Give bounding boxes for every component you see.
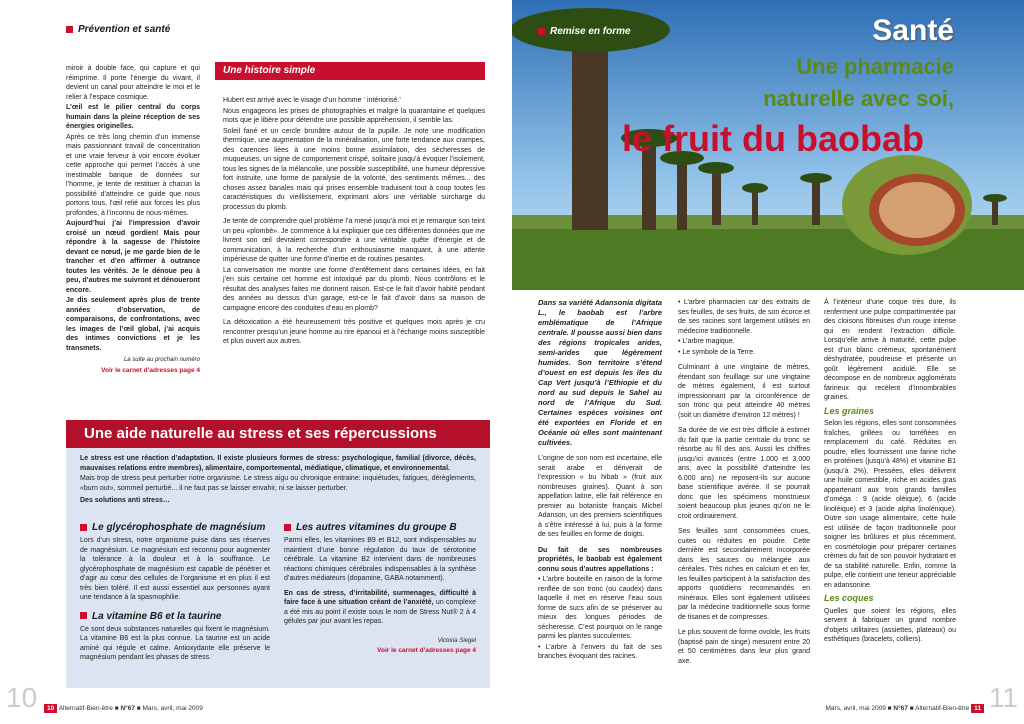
right-page [512, 0, 1024, 724]
b6-text: Ce sont deux substances naturelles qui fixent le magnésium. La vitamine B6 est la plus connue. La taurine est un acide aminé qui régule et calme. Antioxydante elle préserve le magnésium pendant les phases de stress. [80, 625, 270, 661]
address-link[interactable]: Voir le carnet d’adresses page 4 [101, 366, 200, 374]
glycero-section [80, 522, 270, 664]
address-link[interactable]: Voir le carnet d’adresses page 4 [377, 647, 476, 654]
author-signature: Victoria Siegel [437, 637, 476, 644]
footer-date: Mars, avril, mai 2009 [825, 705, 886, 712]
paragraph: Hubert est arrivé avec le visage d’un homme ‘ intériorisé.’ [223, 97, 401, 104]
bullet-item: • L’arbre bouteille en raison de la forme renflée de son tronc (ou caudex) dans laquelle il met en réserve l’eau sous forme de sucs afin de se préserver au mieux des longues périodes de sécheresse. C’est pourquoi on le range parmi les plantes succulentes. [538, 576, 662, 640]
section-label: Remise en forme [538, 26, 631, 37]
paragraph: miroir à double face, qui capture et qui réimprime. Il porte l’énergie du vivant, il devient un canal pour atteindre le moi et le relier à l’espace cosmique. [66, 65, 200, 101]
solutions-label: Des solutions anti stress… [80, 497, 170, 504]
footer-page-pill: 11 [971, 704, 984, 713]
stress-box [66, 448, 490, 688]
footer-issue: N°67 [893, 705, 908, 712]
paragraph-bold: Du fait de ses nombreuses propriétés, le baobab est également connu sous d’autres appellations : [538, 546, 662, 573]
paragraph: À l’intérieur d’une coque très dure, ils renferment une pulpe compartimentée par des cloisons fibreuses d’un rouge intense qui en rendent l’extraction difficile. Lorsqu’elle arrive à maturité, cette pulpe est d’un blanc crémeux, spontanément déshydratée, poudreuse et présente un goût légèrement acidulé. Elle se décompose en de nombreux agglomérats farineux qui recèlent d’innombrables graines. [824, 299, 956, 401]
bullet-item: • L’arbre magique. [678, 338, 735, 345]
glycero-text: Lors d’un stress, notre organisme puise dans ses réserves de magnésium. Le magnésium est reconnu pour augmenter la tolérance à la douleur et à la souffrance. Le glycérophosphate de magnésium est capable de pénétrer et d’agir au cœur des cellules de l’organisme et en plus il est très bien toléré. Il est aussi essentiel aux personnes ayant une tendance à la spasmophilie. [80, 537, 270, 601]
continued-note: La suite au prochain numéro [123, 357, 200, 363]
footer: 10 Alternatif-Bien-être ■ N°67 ■ Mars, avril, mai 2009 [44, 704, 203, 713]
paragraph: Ses feuilles sont consommées crues, cuites ou réduites en poudre. Cette dernière est secondairement incorporée dans les sauces ou mélangée aux céréales. Très riches en calcium et en fer, les feuilles participent à la satisfaction des apports quotidiens recommandés en minéraux. Elles sont également utilisées par la médecine traditionnelle sous forme de tisanes et de compresses. [678, 528, 810, 621]
page-number: 10 [6, 682, 38, 713]
rubric-sante: Santé [872, 14, 954, 47]
glycero-title: Le glycérophosphate de magnésium [92, 522, 266, 533]
stress-title: Une aide naturelle au stress et ses répercussions [66, 420, 490, 448]
bullet-item: • L’arbre pharmacien car des extraits de ses feuilles, de ses fruits, de son écorce et de ses racines sont largement utilisés en médecine traditionnelle. [678, 299, 810, 335]
paragraph: Le plus souvent de forme ovoïde, les fruits (baptisé pain de singe) mesurent entre 20 et 50 centimètres dans leur plus grand axe. [678, 629, 810, 665]
b6-title: La vitamine B6 et la taurine [92, 610, 222, 622]
baobab-fruit [842, 155, 972, 255]
paragraph: La détoxication a été heureusement très positive et quelques mois après je cru rencontrer presqu’un jeune homme au rire épanoui et à l’échange moins susceptible et plus ouvert aux autres. [223, 319, 485, 345]
paragraph: La conversation me montre une forme d’entêtement dans certaines idées, en fait j’en suis certaine cet homme est intoxiqué par du plomb. Nous contrôlons et le résultat des analyses faites me donnent raison. Est-ce le fait d’avoir habité pendant des années au dessus d’un garage, est-ce le fait d’avoir dans sa maison de campagne encore des conduites d’eau en plomb? [223, 266, 485, 312]
vitb-bold: En cas de stress, d’irritabilité, surmenages, difficulté à faire face à une situation créant de l’anxiété, [284, 589, 476, 606]
vitb-text: Parmi elles, les vitamines B9 et B12, sont indispensables au maintient d’une bonne régulation du taux de sérotonine cérébrale. La vitamine B2 intervient dans de nombreuses réactions chimiques cérébrales indispensables à la synthèse d’autres médiateurs (dopamine, GABA notamment). [284, 537, 476, 582]
footer-magazine: Alternatif-Bien-être [915, 705, 970, 712]
footer-magazine: Alternatif-Bien-être [58, 705, 113, 712]
page-number: 11 [988, 682, 1018, 713]
section-label: Prévention et santé [66, 24, 170, 35]
footer-issue: N°67 [120, 705, 135, 712]
paragraph: Après ce très long chemin d’un immense mais passionnant travail de concentration et une vraie ferveur à voir encore évoluer cette approche qui permet l’accès à une inestimable banque de données sur l’homme, je tente de restituer à chacun la possibilité d’atteindre ce guide que nous portons tous, l’œil relié aux forces les plus profondes, à l’inconnu de nous-mêmes. [66, 133, 200, 217]
paragraph-bold: Je dis seulement après plus de trente années d’observation, de comparaisons, de confrontations, avec les images de l’œil global, j’ai acquis des intimes convictions et je les transmets. [66, 297, 200, 352]
paragraph: Sa durée de vie est très difficile à estimer du fait que la partie centrale du tronc se résorbe au fil des ans. Aussi les chiffres jusqu’ici avancés (entre 1.000 et 3.000 ans, avec la possibilité d’atteindre les 6.000 ans) ne reposent-ils sur aucune base scientifique avérée. Il se pourrait donc que les spécimens monstrueux soient beaucoup plus jeunes qu’on ne le croit ordinairement. [678, 427, 810, 520]
title-line2: naturelle avec soi, [763, 86, 954, 111]
paragraph: Nous engageons les prises de photographies et malgré la quarantaine et quelques mots que je libère pour détendre une possible appréhension, il semble las. [223, 107, 485, 124]
col-one [538, 298, 662, 663]
bullet-item: • Le symbole de la Terre. [678, 348, 756, 356]
coques-title: Les coques [824, 593, 874, 603]
vitb-section [284, 522, 476, 656]
article-lede: Dans sa variété Adansonia digitata L., le baobab est l’arbre emblématique de l’Afrique centrale. Il pousse aussi bien dans des régions tropicales arides, semi-arides que légèrement humides. Son territoire s’étend d’ouest en est depuis les îles du Cap Vert jusqu’à l’Ethiopie et du nord au sud depuis le Sahel au nord de l’Afrique du Sud. Certaines espèces voisines ont été exportées en Floride et en Océanie où elles sont maintenant cultivées. [538, 298, 662, 447]
paragraph: Soleil fané et un cercle brunâtre autour de la pupille. Je note une modification thermique, une augmentation de la minéralisation, une forte tendance aux crampes, des carences liées à une moins bonne assimilation, des sécheresses de muqueuses, un signe de comportement crispé, solitaire jusqu’à évoquer l’isolement, tous les signes de la mélancolie, une possible susceptibilité, une humeur dépressive fort instruite, une forme de paralysie de la volonté, des sentiments mêmes... des choses assez banales mais qui prises ensemble traduisent tout à coup toutes les caractéristiques du vieillissement, exprimant alors une véritable surcharge du processus du plomb. [223, 127, 485, 211]
col-three [824, 298, 956, 646]
bullet-item: • L’arbre à l’envers du fait de ses branches évoquant des racines. [538, 643, 662, 660]
graines-title: Les graines [824, 405, 875, 416]
footer: Mars, avril, mai 2009 ■ N°67 ■ Alternatif-Bien-être 11 [826, 704, 984, 713]
intro-text: Mais trop de stress peut perturber notre organisme. Le stress aigu ou chronique entraine: inquiétudes, fatigues, dérèglements, «burn out», sommeil perturbé... il ne faut pas se laisser envahir, ni se laisser perturber. [80, 475, 476, 492]
paragraph: Culminant à une vingtaine de mètres, étendant son feuillage sur une vingtaine de mètres également, il est surtout impressionnant par la circonférence de son tronc qui peut atteindre 40 mètres (soit un diamètre d’environ 12 mètres) ! [678, 364, 810, 419]
footer-date: Mars, avril, mai 2009 [142, 705, 203, 712]
graines-text: Selon les régions, elles sont consommées fraîches, grillées ou torréfiées en remplacement du café. Réduites en poudre, elles fournissent une farine riche en protéines (jusqu’à 48%) et vitamine B1 (jusqu’à 2%). Pressées, elles délivrent une huile comestible, riche en acides gras appartenant aux trois grands familles d’oméga : 9 (acide oléique), 6 (acide linoléique) et 3 (acide alpha linolénique). Outre son usage alimentaire, cette huile est utilisée de façon traditionnelle pour soigner les brûlures et plus récemment, en cosmétologie pour préparer certaines crèmes du fait de son pouvoir hydratant et de sa stabilité naturelle. Enfin, comme la pulpe, elle contient une teneur appréciable en adansonine. [824, 420, 956, 589]
histoire-title: Une histoire simple [215, 62, 485, 80]
paragraph: Je tente de comprendre quel problème l’a mené jusqu’à moi et je remarque son teint un peu «plombé». Je commence à lui expliquer que ces différentes données que me livrent son œil devraient correspondre à une véritable quête d’énergie et de communication, à la recherche d’un enthousiasme manquant, à une attente impérieuse de quitter une forme d’inertie et de routines pesantes. [223, 218, 485, 263]
coques-text: Quelles que soient les régions, elles servent à fabriquer un grand nombre d’objets utilitaires (assiettes, plateaux) ou esthétiques (bracelets, colliers). [824, 607, 956, 643]
histoire-column [223, 96, 485, 348]
intro-bold: Le stress est une réaction d’adaptation. Il existe plusieurs formes de stress: psychologique, familial (divorce, décès, mauvaises relations entre membres), alimentaire, comportemental, médiatique, climatique, et environnemental. [80, 455, 476, 472]
paragraph-bold: Aujourd’hui j’ai l’impression d’avoir croisé un nœud gordien! Mais pour répondre à la sagesse de l’histoire devant ce nœud, je me garde bien de le trancher et d’en affirmer à outrance toutes les vérités. Je le dénoue peu à peu, d’autres me suivront et dénoueront encore. [66, 220, 200, 294]
stress-intro [80, 454, 476, 507]
vitb-tail: un complexe a été mis au point il existe sous le nom de Stress Nut® 2 à 4 gélules par jour avant les repas. [284, 599, 476, 625]
title-line1: Une pharmacie [796, 54, 954, 79]
footer-page-pill: 10 [44, 704, 57, 713]
paragraph: L’origine de son nom est incertaine, elle serait arabe et dériverait de l’expression « bu hibab » (fruit aux nombreuses graines). Quant à son appellation latine, elle fait référence en premier au botaniste français Michel Adanson, un des premiers scientifiques à s’être intéressé à lui, puis à la forme de ses feuilles en forme de doigts. [538, 455, 662, 538]
article-title: le fruit du baobab [622, 118, 924, 159]
paragraph-bold: L’œil est le pilier central du corps humain dans la pleine réception de ses énergies originelles. [66, 104, 200, 130]
vitb-title: Les autres vitamines du groupe B [296, 522, 457, 533]
article-column [66, 64, 200, 375]
col-two [678, 298, 810, 667]
